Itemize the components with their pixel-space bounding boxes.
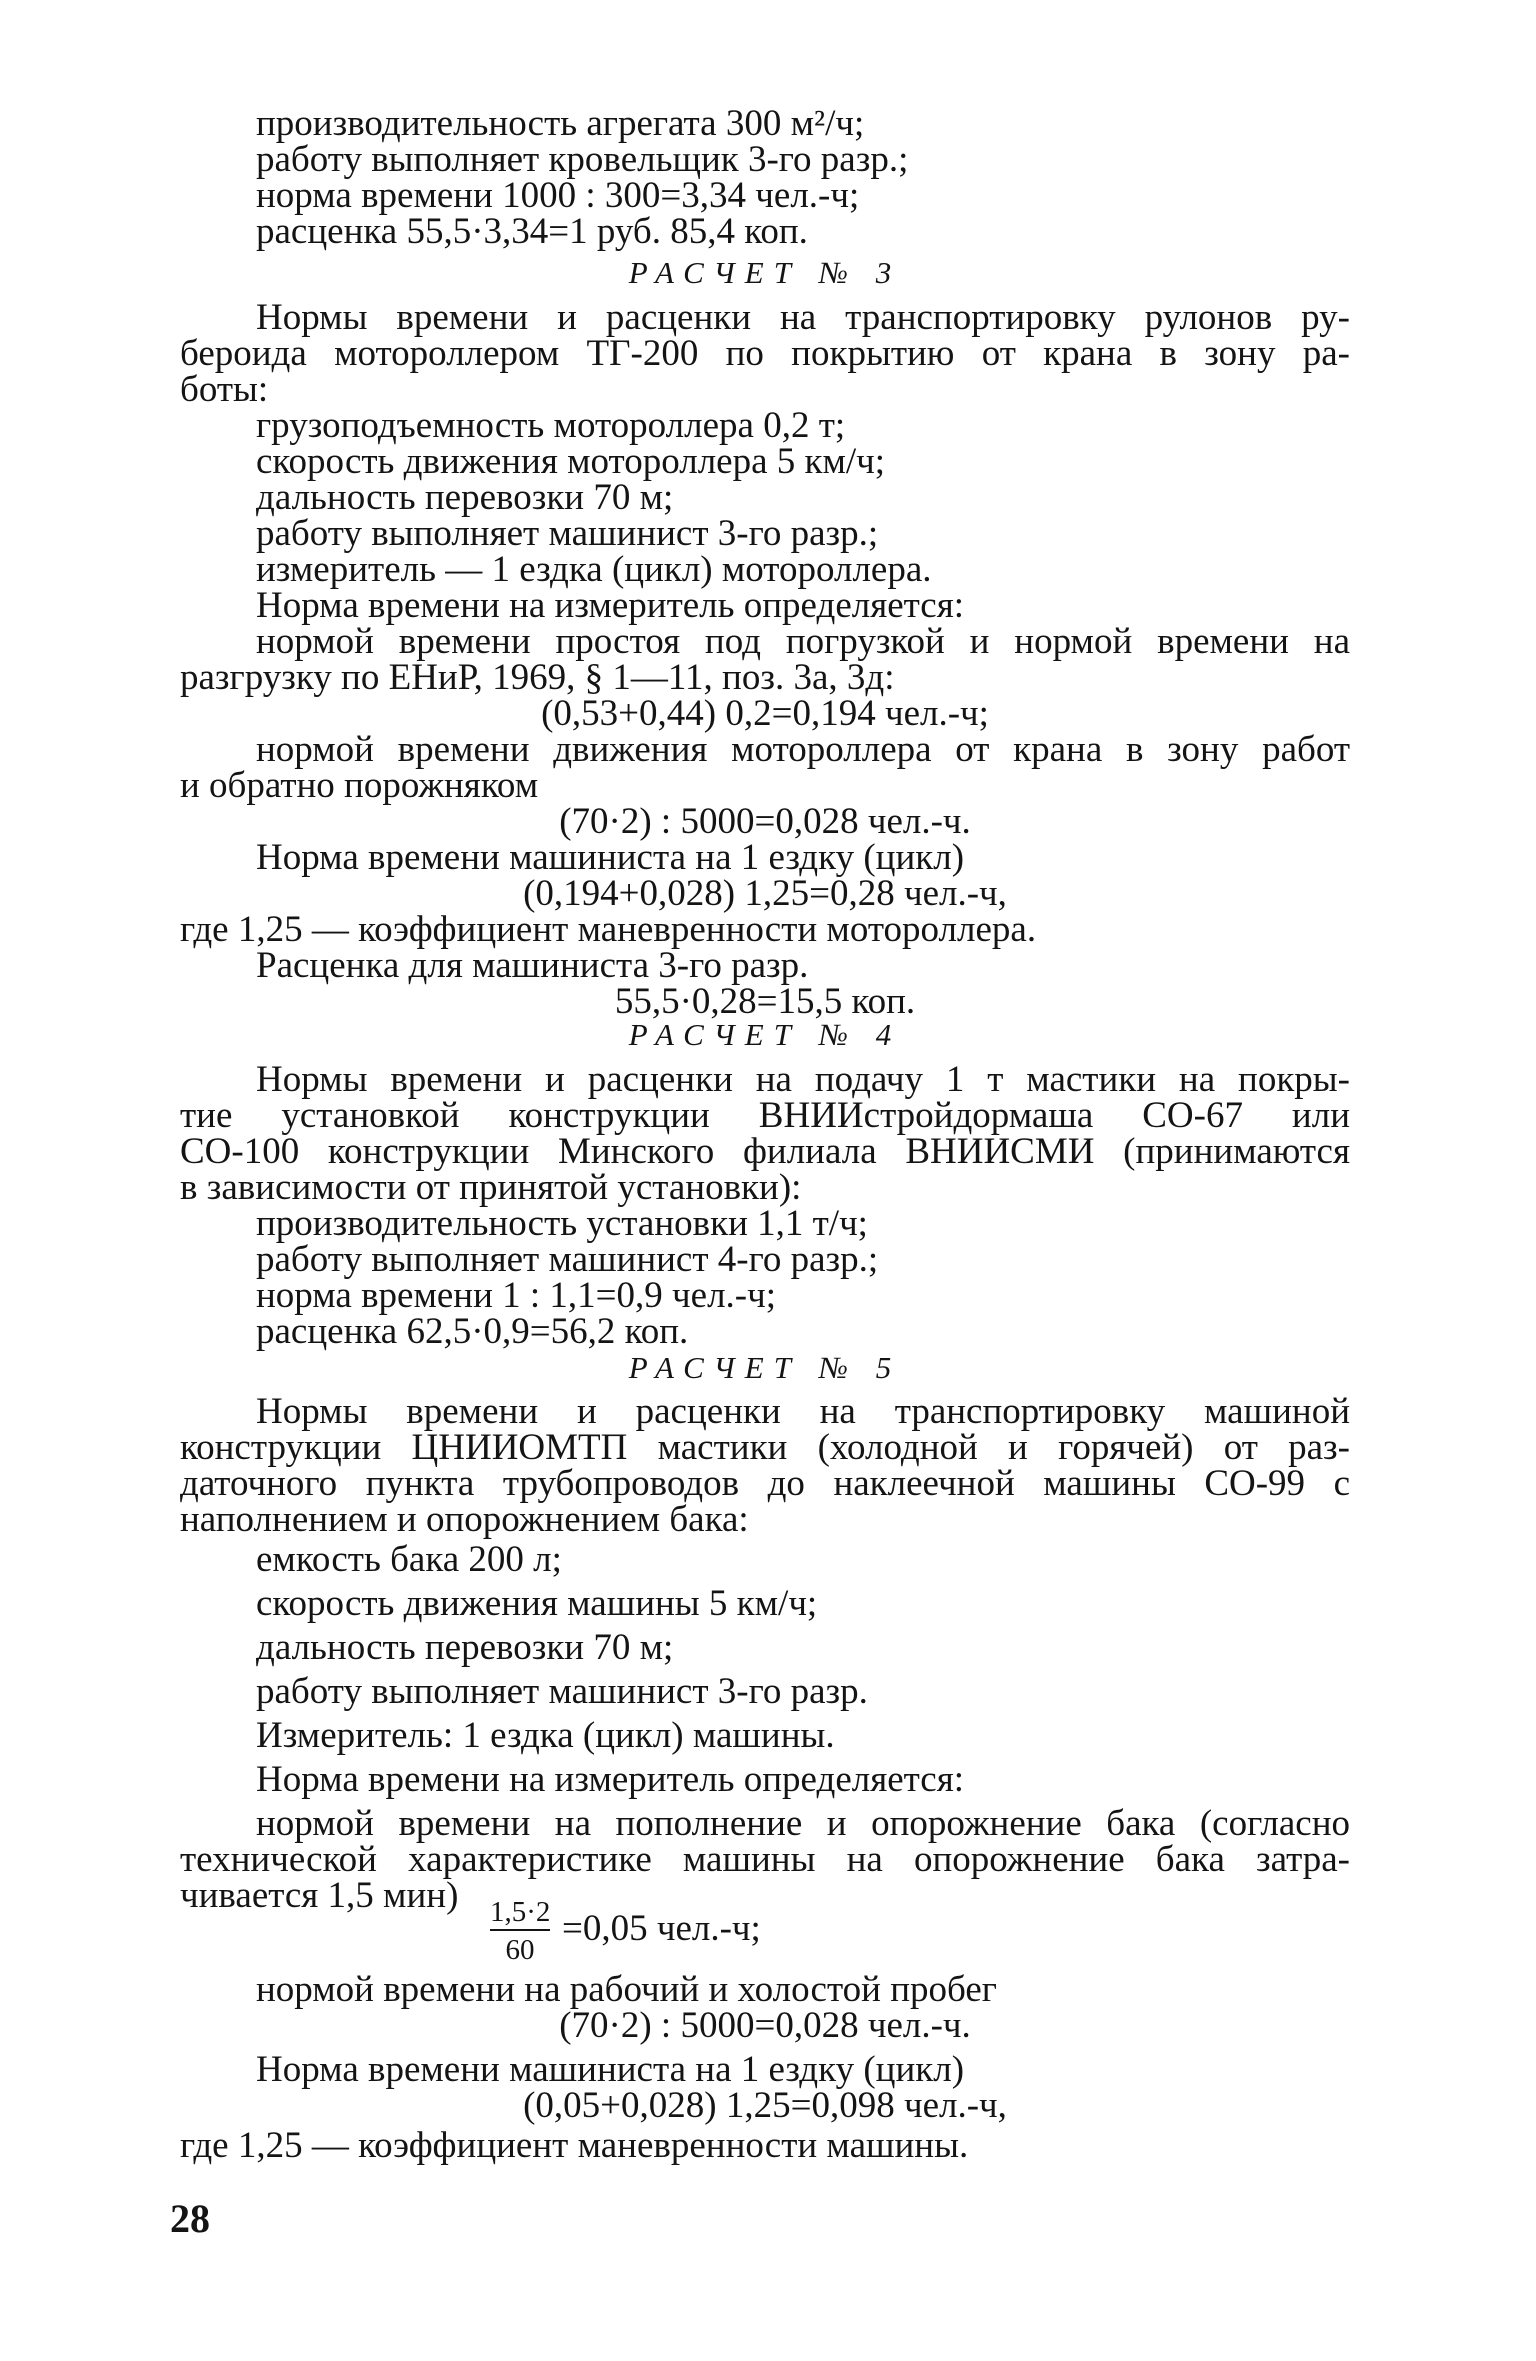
section-heading: РАСЧЕТ № 3 (628, 255, 902, 290)
text-line: боты: (180, 369, 269, 410)
formula-line: 55,5·0,28=15,5 коп. (614, 981, 916, 1022)
text-line: Измеритель: 1 ездка (цикл) машины. (256, 1715, 835, 1756)
text-line: технической характеристике машины на опорожнение бака затра- (180, 1839, 1350, 1880)
text-line: скорость движения мотороллера 5 км/ч; (256, 441, 886, 482)
formula-line: (0,53+0,44) 0,2=0,194 чел.-ч; (541, 693, 989, 734)
text-line: Расценка для машиниста 3-го разр. (256, 945, 809, 986)
text-line: бероида мотороллером ТГ-200 по покрытию от крана в зону ра- (180, 333, 1350, 374)
formula-line: (0,05+0,028) 1,25=0,098 чел.-ч, (523, 2085, 1007, 2126)
formula-line: (70·2) : 5000=0,028 чел.-ч. (559, 2005, 971, 2046)
formula-line: (0,194+0,028) 1,25=0,28 чел.-ч, (523, 873, 1007, 914)
text-line: грузоподъемность мотороллера 0,2 т; (256, 405, 846, 446)
text-line: наполнением и опорожнением бака: (180, 1499, 749, 1540)
text-line: конструкции ЦНИИОМТП мастики (холодной и горячей) от раз- (180, 1427, 1350, 1468)
text-line: нормой времени на пополнение и опорожнение бака (согласно (256, 1803, 1350, 1844)
text-line: Нормы времени и расценки на подачу 1 т мастики на покры- (256, 1059, 1350, 1100)
text-line: работу выполняет кровельщик 3-го разр.; (256, 139, 909, 180)
text-line: чивается 1,5 мин) (180, 1875, 459, 1916)
fraction-denominator: 60 (505, 1934, 535, 1966)
text-line: дальность перевозки 70 м; (256, 1627, 674, 1668)
text-line: тие установкой конструкции ВНИИстройдормаша СО-67 или (180, 1095, 1350, 1136)
text-line: и обратно порожняком (180, 765, 539, 806)
text-line: работу выполняет машинист 3-го разр. (256, 1671, 868, 1712)
section-heading: РАСЧЕТ № 5 (628, 1350, 902, 1385)
formula-line: (70·2) : 5000=0,028 чел.-ч. (559, 801, 971, 842)
text-line: производительность агрегата 300 м²/ч; (256, 103, 865, 144)
text-line: скорость движения машины 5 км/ч; (256, 1583, 818, 1624)
text-line: даточного пункта трубопроводов до наклеечной машины СО-99 с (180, 1463, 1350, 1504)
text-line: норма времени 1000 : 300=3,34 чел.-ч; (256, 175, 860, 216)
section-heading: РАСЧЕТ № 4 (628, 1017, 902, 1052)
text-line: расценка 62,5·0,9=56,2 коп. (256, 1311, 689, 1352)
text-line: нормой времени движения мотороллера от крана в зону работ (256, 729, 1350, 770)
text-line: емкость бака 200 л; (256, 1539, 562, 1580)
fraction-result: =0,05 чел.-ч; (562, 1908, 761, 1949)
page-number: 28 (170, 2196, 210, 2241)
fraction-numerator: 1,5·2 (490, 1896, 551, 1928)
text-line: Нормы времени и расценки на транспортировку машиной (256, 1391, 1350, 1432)
text-line: СО-100 конструкции Минского филиала ВНИИСМИ (принимаются (180, 1131, 1350, 1172)
text-line: производительность установки 1,1 т/ч; (256, 1203, 868, 1244)
text-line: Норма времени машиниста на 1 ездку (цикл) (256, 2049, 965, 2090)
text-line: Норма времени на измеритель определяется: (256, 585, 964, 626)
text-line: разгрузку по ЕНиР, 1969, § 1—11, поз. 3а, 3д: (180, 657, 895, 698)
text-line: дальность перевозки 70 м; (256, 477, 674, 518)
text-line: норма времени 1 : 1,1=0,9 чел.-ч; (256, 1275, 777, 1316)
text-line: Норма времени на измеритель определяется: (256, 1759, 964, 1800)
text-line: в зависимости от принятой установки): (180, 1167, 802, 1208)
text-line: измеритель — 1 ездка (цикл) мотороллера. (256, 549, 932, 590)
text-line: расценка 55,5·3,34=1 руб. 85,4 коп. (256, 211, 808, 252)
fraction-bar (490, 1929, 550, 1931)
text-line: нормой времени на рабочий и холостой пробег (256, 1969, 997, 2010)
text-line: нормой времени простоя под погрузкой и нормой времени на (256, 621, 1350, 662)
text-line: Норма времени машиниста на 1 ездку (цикл) (256, 837, 965, 878)
text-line: Нормы времени и расценки на транспортировку рулонов ру- (256, 297, 1350, 338)
text-line: работу выполняет машинист 4-го разр.; (256, 1239, 879, 1280)
text-line: где 1,25 — коэффициент маневренности мотороллера. (180, 909, 1037, 950)
text-line: работу выполняет машинист 3-го разр.; (256, 513, 879, 554)
fraction (490, 1897, 550, 1965)
text-line: где 1,25 — коэффициент маневренности машины. (180, 2125, 969, 2166)
